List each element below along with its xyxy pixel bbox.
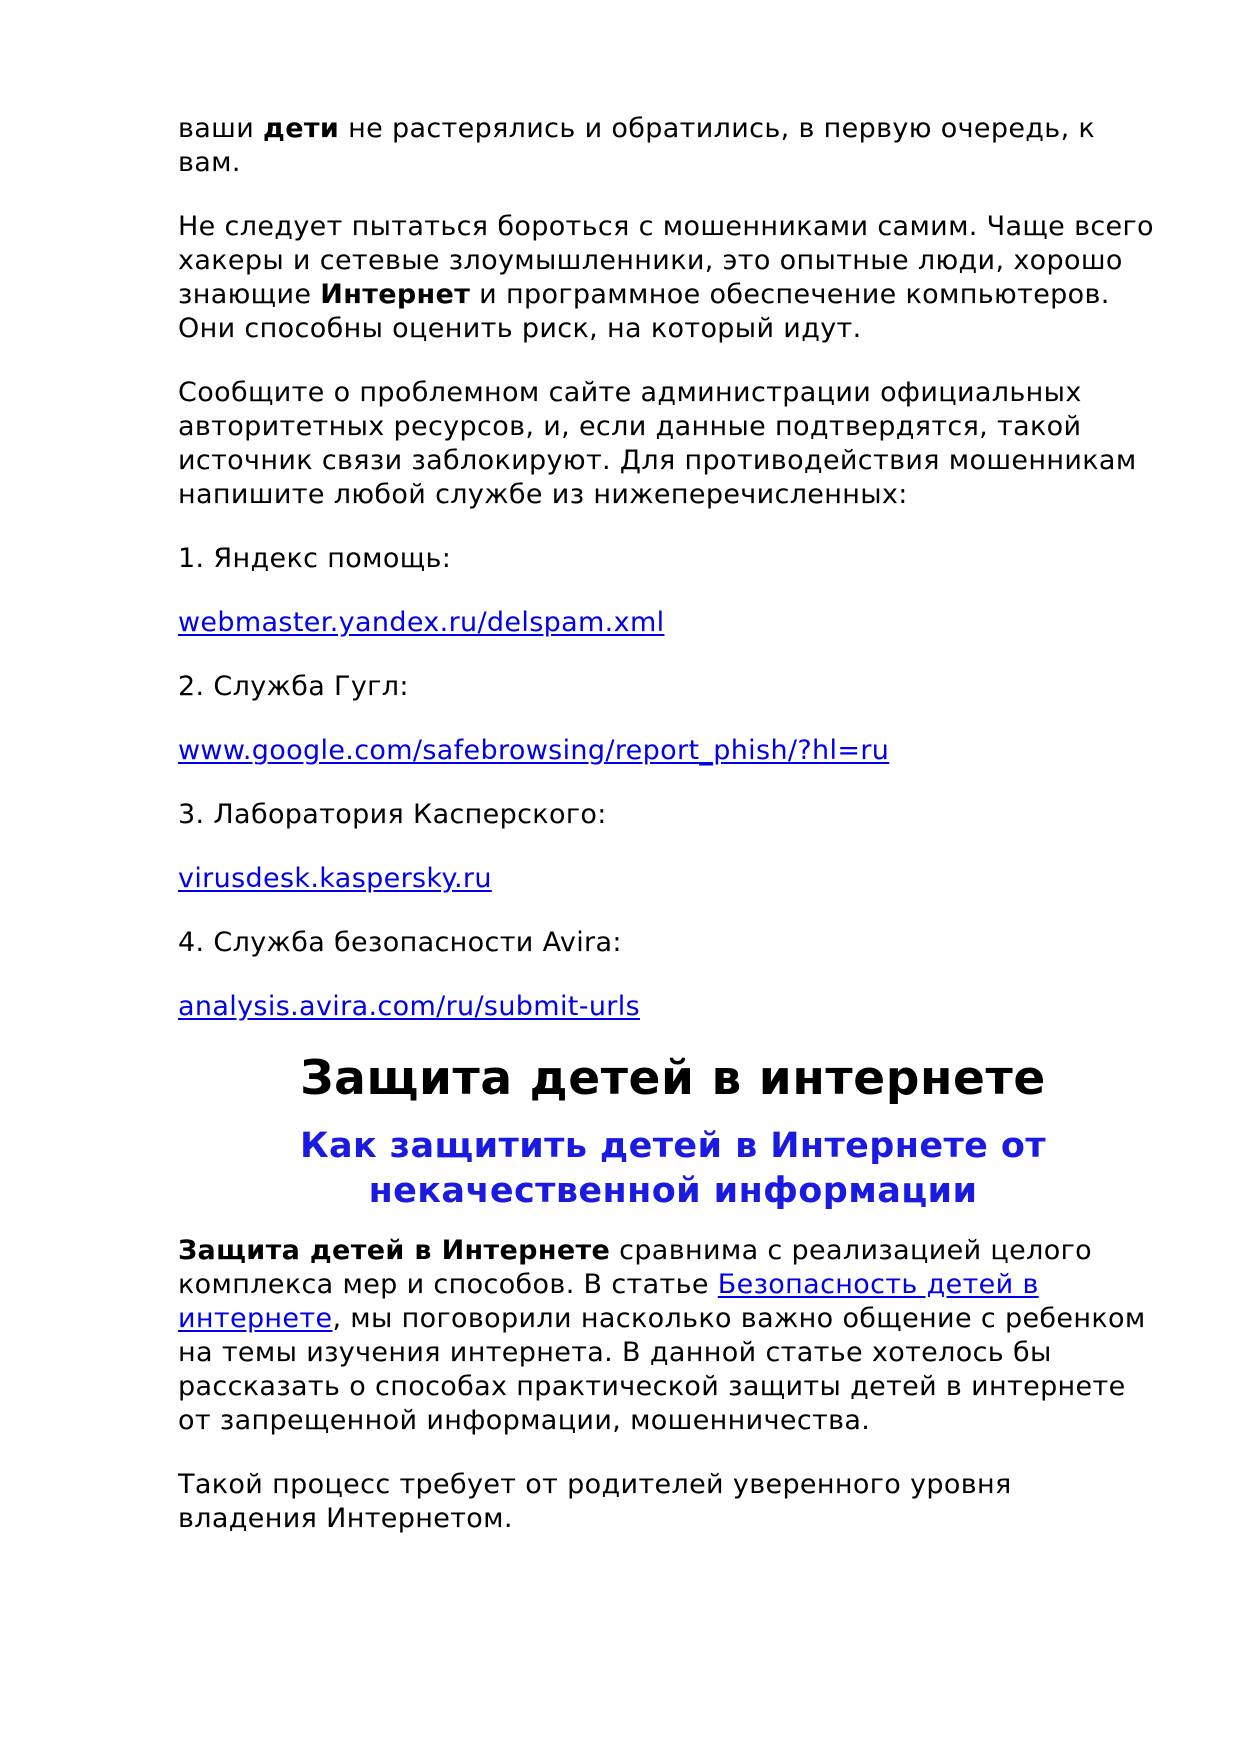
service-link-yandex[interactable]: webmaster.yandex.ru/delspam.xml: [178, 607, 665, 638]
service-link-item-kaspersky: [178, 862, 1168, 896]
service-link-item-google: [178, 734, 1168, 768]
article-link-part-2[interactable]: интернете: [178, 1303, 333, 1334]
report-line-3: источник связи заблокируют. Для противодействия мошенникам: [178, 445, 1137, 476]
service-link-kaspersky[interactable]: virusdesk.kaspersky.ru: [178, 863, 492, 894]
report-line-2: авторитетных ресурсов, и, если данные подтвердятся, такой: [178, 411, 1082, 442]
protection-line-4: на темы изучения интернета. В данной статье хотелось бы: [178, 1337, 1052, 1368]
subheading-line-2: некачественной информации: [368, 1171, 978, 1211]
article-link-part-1[interactable]: Безопасность детей в: [717, 1269, 1039, 1300]
protection-line-2: комплекса мер и способов. В статье Безопасность детей в: [178, 1269, 1039, 1300]
parents-line-1: Такой процесс требует от родителей уверенного уровня: [178, 1469, 1012, 1500]
service-link-item-yandex: [178, 606, 1168, 640]
intro-line-2: вам.: [178, 147, 241, 178]
fraud-bold-word: Интернет: [320, 279, 471, 310]
fraud-line-3: знающие Интернет и программное обеспечение компьютеров.: [178, 279, 1110, 310]
report-paragraph: [178, 376, 1168, 512]
service-label-yandex: 1. Яндекс помощь:: [178, 543, 452, 574]
service-label-avira: 4. Служба безопасности Avira:: [178, 927, 622, 958]
parents-line-2: владения Интернетом.: [178, 1503, 513, 1534]
service-label-kaspersky: 3. Лаборатория Касперского:: [178, 799, 607, 830]
section-subheading: [178, 1124, 1168, 1214]
protection-line-1: Защита детей в Интернете сравнима с реализацией целого: [178, 1235, 1092, 1266]
report-line-1: Сообщите о проблемном сайте администрации официальных: [178, 377, 1082, 408]
fraud-line-2: хакеры и сетевые злоумышленники, это опытные люди, хорошо: [178, 245, 1123, 276]
intro-bold-word: дети: [263, 113, 340, 144]
fraud-line-4: Они способны оценить риск, на который идут.: [178, 313, 862, 344]
subheading-line-1: Как защитить детей в Интернете от: [299, 1126, 1047, 1166]
protection-line-3: интернете, мы поговорили насколько важно общение с ребенком: [178, 1303, 1146, 1334]
section-heading: Защита детей в интернете: [300, 1051, 1046, 1106]
protection-bold-phrase: Защита детей в Интернете: [178, 1235, 611, 1266]
intro-paragraph: [178, 112, 1168, 180]
document-page: [178, 112, 1168, 1536]
fraud-paragraph: [178, 210, 1168, 346]
intro-line-1: ваши дети не растерялись и обратились, в первую очередь, к: [178, 113, 1096, 144]
service-link-avira[interactable]: analysis.avira.com/ru/submit-urls: [178, 991, 641, 1022]
service-link-item-avira: [178, 990, 1168, 1024]
protection-line-6: от запрещенной информации, мошенничества.: [178, 1405, 871, 1436]
protection-line-5: рассказать о способах практической защиты детей в интернете: [178, 1371, 1126, 1402]
protection-paragraph: [178, 1234, 1168, 1438]
parents-paragraph: [178, 1468, 1168, 1536]
fraud-line-1: Не следует пытаться бороться с мошенниками самим. Чаще всего: [178, 211, 1154, 242]
service-link-google[interactable]: www.google.com/safebrowsing/report_phish/?hl=ru: [178, 735, 890, 766]
report-line-4: напишите любой службе из нижеперечисленных:: [178, 479, 908, 510]
service-label-google: 2. Служба Гугл:: [178, 671, 409, 702]
